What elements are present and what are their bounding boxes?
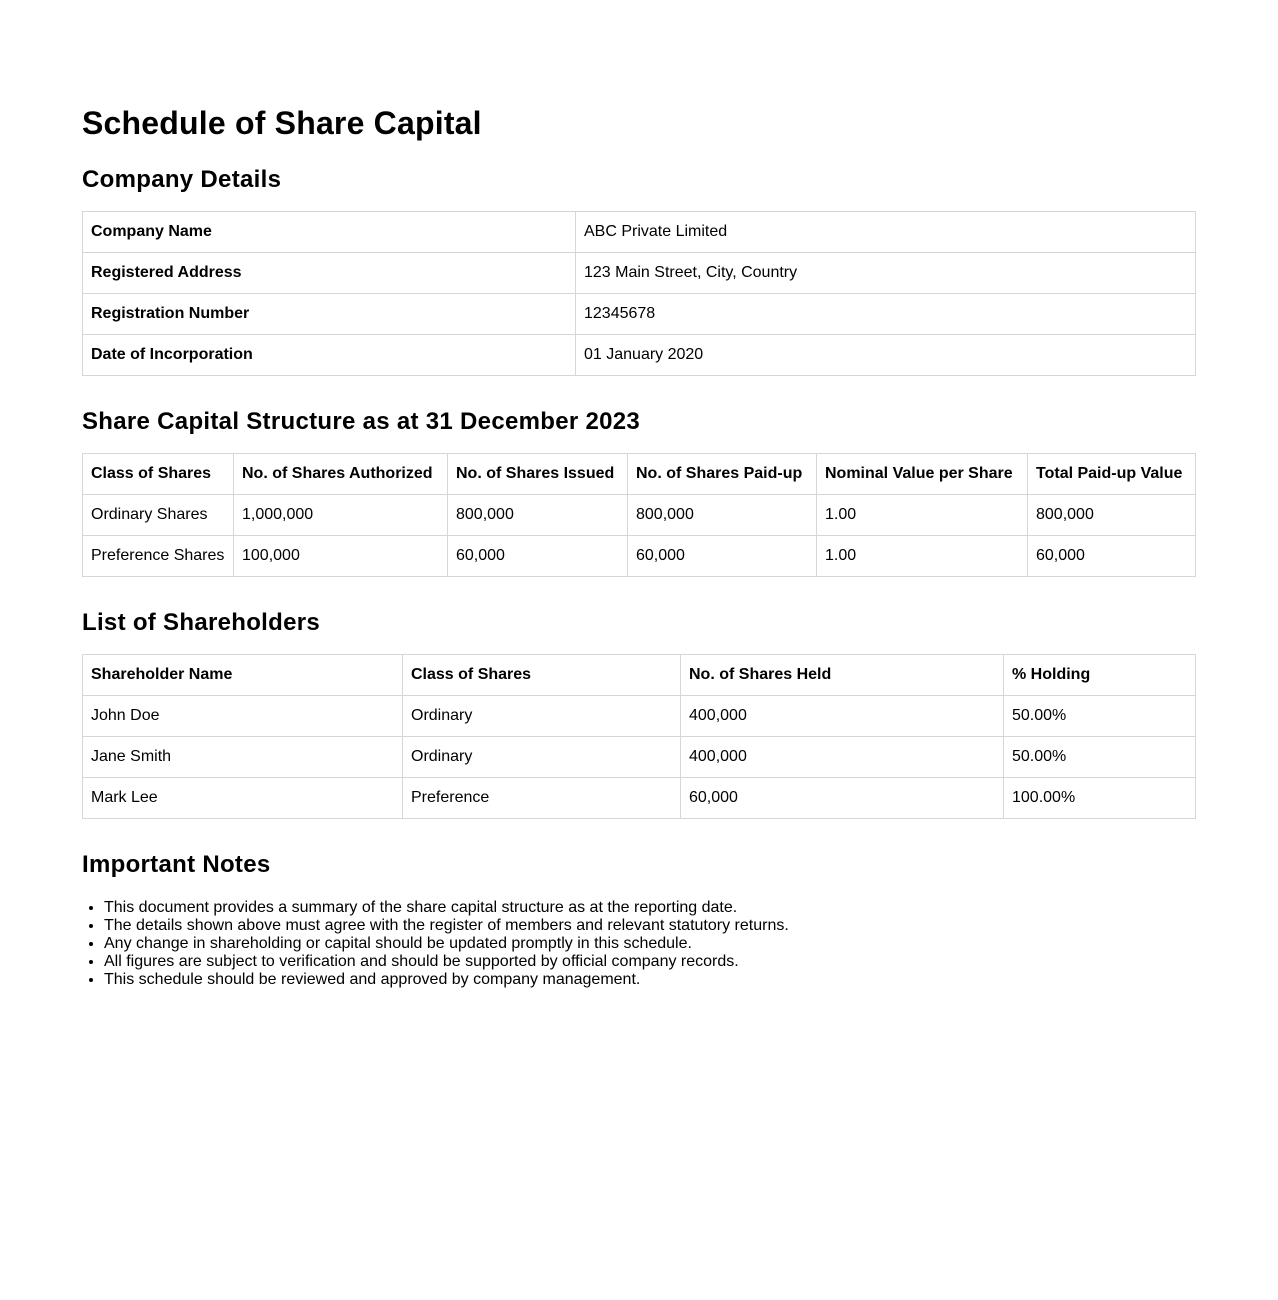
table-cell: 60,000	[681, 778, 1004, 819]
column-header: No. of Shares Authorized	[234, 454, 448, 495]
table-row	[83, 253, 1196, 294]
page-title: Schedule of Share Capital	[82, 105, 482, 141]
table-cell: 50.00%	[1004, 696, 1196, 737]
column-header: Class of Shares	[83, 454, 234, 495]
table-cell: 60,000	[1028, 536, 1196, 577]
table-cell: 60,000	[448, 536, 628, 577]
list-item: • All figures are subject to verification and should be supported by official company records.	[104, 953, 1196, 971]
registration-number-value: 12345678	[576, 294, 1196, 335]
column-header: Nominal Value per Share	[817, 454, 1028, 495]
table-cell: Ordinary	[403, 696, 681, 737]
registration-number-label: Registration Number	[83, 294, 576, 335]
table-header-row	[83, 454, 1196, 495]
table-cell: Preference	[403, 778, 681, 819]
column-header: No. of Shares Paid-up	[628, 454, 817, 495]
notes-list	[82, 899, 1196, 989]
table-cell: 400,000	[681, 696, 1004, 737]
column-header: No. of Shares Issued	[448, 454, 628, 495]
company-details-table	[82, 211, 1196, 376]
table-cell: 800,000	[448, 495, 628, 536]
table-cell: 60,000	[628, 536, 817, 577]
list-item: • The details shown above must agree with the register of members and relevant statutory returns.	[104, 917, 1196, 935]
table-row	[83, 536, 1196, 577]
company-name-value: ABC Private Limited	[576, 212, 1196, 253]
table-cell: 50.00%	[1004, 737, 1196, 778]
table-cell: 100,000	[234, 536, 448, 577]
notes-heading: Important Notes	[82, 851, 271, 878]
table-row	[83, 778, 1196, 819]
column-header: Class of Shares	[403, 655, 681, 696]
table-cell: 1.00	[817, 495, 1028, 536]
registered-address-value: 123 Main Street, City, Country	[576, 253, 1196, 294]
table-header-row	[83, 655, 1196, 696]
table-cell: 800,000	[628, 495, 817, 536]
table-cell: Ordinary Shares	[83, 495, 234, 536]
column-header: % Holding	[1004, 655, 1196, 696]
column-header: Total Paid-up Value	[1028, 454, 1196, 495]
table-cell: Mark Lee	[83, 778, 403, 819]
list-item: • This schedule should be reviewed and approved by company management.	[104, 971, 1196, 989]
table-cell: 400,000	[681, 737, 1004, 778]
date-of-incorporation-value: 01 January 2020	[576, 335, 1196, 376]
table-row	[83, 212, 1196, 253]
table-cell: John Doe	[83, 696, 403, 737]
company-name-label: Company Name	[83, 212, 576, 253]
table-cell: 100.00%	[1004, 778, 1196, 819]
table-row	[83, 696, 1196, 737]
table-row	[83, 495, 1196, 536]
column-header: No. of Shares Held	[681, 655, 1004, 696]
table-row	[83, 335, 1196, 376]
shareholders-heading: List of Shareholders	[82, 609, 321, 636]
list-item: • Any change in shareholding or capital should be updated promptly in this schedule.	[104, 935, 1196, 953]
company-details-heading: Company Details	[82, 166, 282, 193]
table-cell: 1,000,000	[234, 495, 448, 536]
table-row	[83, 737, 1196, 778]
shareholders-table	[82, 654, 1196, 819]
table-cell: Ordinary	[403, 737, 681, 778]
registered-address-label: Registered Address	[83, 253, 576, 294]
share-capital-heading: Share Capital Structure as at 31 December 2023	[82, 408, 641, 435]
date-of-incorporation-label: Date of Incorporation	[83, 335, 576, 376]
table-cell: Preference Shares	[83, 536, 234, 577]
table-cell: Jane Smith	[83, 737, 403, 778]
table-row	[83, 294, 1196, 335]
table-cell: 800,000	[1028, 495, 1196, 536]
list-item: • This document provides a summary of the share capital structure as at the reporting date.	[104, 899, 1196, 917]
column-header: Shareholder Name	[83, 655, 403, 696]
table-cell: 1.00	[817, 536, 1028, 577]
share-capital-table	[82, 453, 1196, 577]
